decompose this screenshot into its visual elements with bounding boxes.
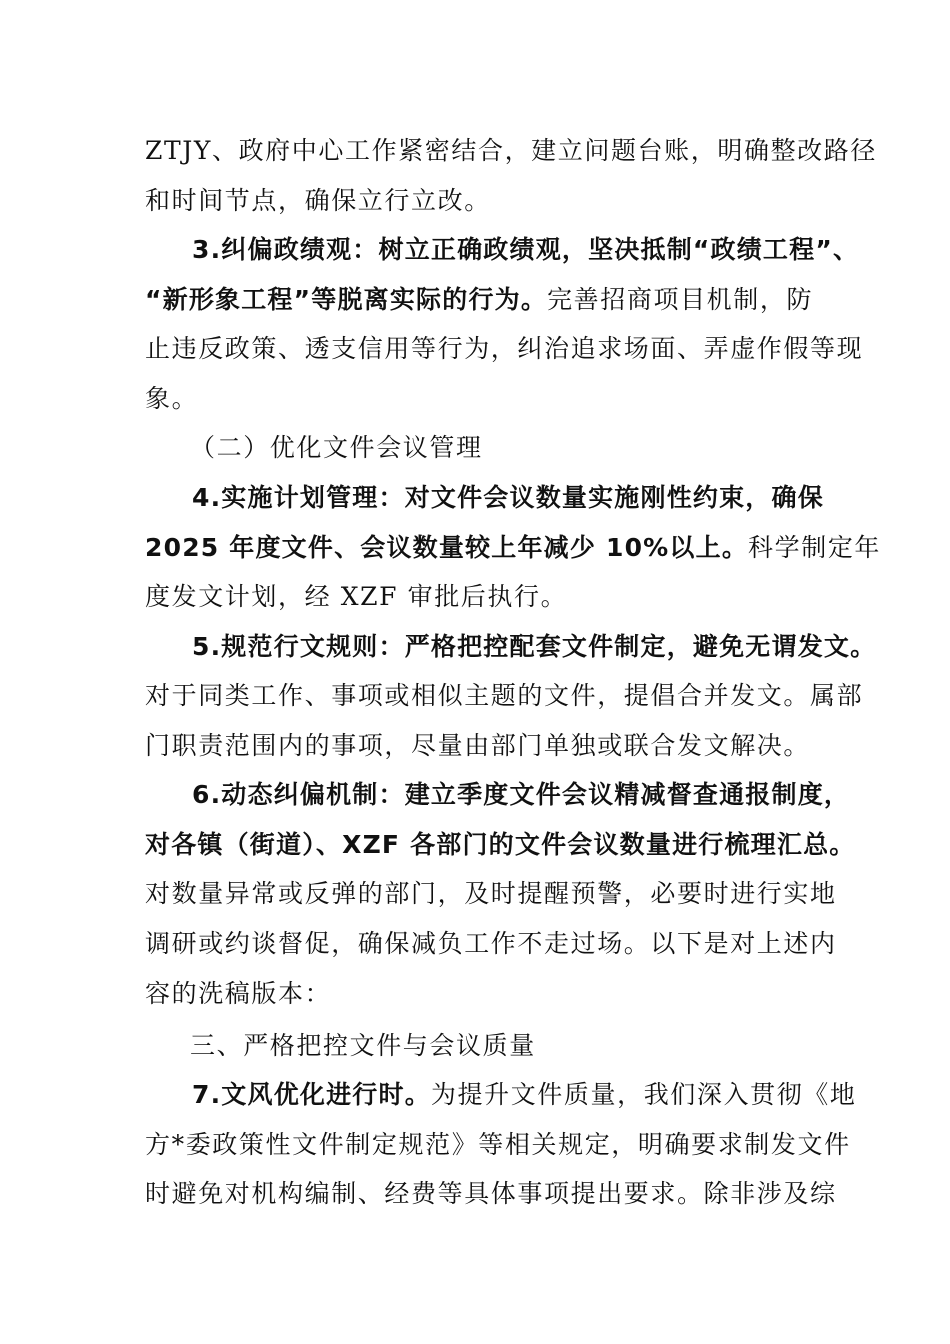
- text-line-22: [145, 1179, 837, 1209]
- text-line-18: [145, 979, 331, 1009]
- text-segment: 完善招商项目机制，防: [547, 285, 814, 314]
- text-segment: （二）优化文件会议管理: [190, 433, 483, 462]
- text-segment: 对于同类工作、事项或相似主题的文件，提倡合并发文。属部: [145, 681, 864, 710]
- text-line-11: [192, 632, 876, 662]
- text-segment: 三、严格把控文件与会议质量: [190, 1031, 536, 1060]
- text-segment: 象。: [145, 384, 199, 413]
- text-line-3: [192, 235, 859, 265]
- text-line-1: [145, 136, 877, 166]
- text-line-9: [145, 533, 881, 563]
- bold-segment: 3.纠偏政绩观：树立正确政绩观，坚决抵制“政绩工程”、: [192, 235, 860, 264]
- text-segment: 为提升文件质量，我们深入贯彻《地: [430, 1080, 857, 1109]
- text-line-5: [145, 334, 863, 364]
- text-line-4: [145, 285, 813, 315]
- bold-segment: 对各镇（街道）、XZF 各部门的文件会议数量进行梳理汇总。: [145, 830, 856, 859]
- text-line-12: [145, 681, 863, 711]
- bold-segment: 5.规范行文规则：严格把控配套文件制定，避免无谓发文。: [192, 632, 877, 661]
- bold-segment: 4.实施计划管理：对文件会议数量实施刚性约束，确保: [192, 483, 824, 512]
- text-segment: 度发文计划，经 XZF 审批后执行。: [145, 582, 568, 611]
- text-line-21: [145, 1130, 851, 1160]
- text-line-10: [145, 582, 567, 612]
- text-line-17: [145, 929, 837, 959]
- text-segment: 对数量异常或反弹的部门，及时提醒预警，必要时进行实地: [145, 879, 837, 908]
- bold-segment: “新形象工程”等脱离实际的行为。: [145, 285, 548, 314]
- section-heading-3: [190, 1031, 536, 1061]
- text-line-20: [192, 1080, 857, 1110]
- text-line-6: [145, 384, 198, 414]
- text-line-2: [145, 186, 491, 216]
- text-segment: 方*委政策性文件制定规范》等相关规定，明确要求制发文件: [145, 1130, 851, 1159]
- section-heading-2: [190, 433, 483, 463]
- text-line-13: [145, 731, 810, 761]
- text-segment: ZTJY、政府中心工作紧密结合，建立问题台账，明确整改路径: [145, 136, 877, 165]
- text-segment: 止违反政策、透支信用等行为，纠治追求场面、弄虚作假等现: [145, 334, 864, 363]
- text-segment: 门职责范围内的事项，尽量由部门单独或联合发文解决。: [145, 731, 811, 760]
- text-line-16: [145, 879, 837, 909]
- text-segment: 科学制定年: [748, 533, 882, 562]
- text-segment: 容的洗稿版本：: [145, 979, 332, 1008]
- text-segment: 调研或约谈督促，确保减负工作不走过场。以下是对上述内: [145, 929, 837, 958]
- text-line-14: [192, 780, 850, 810]
- text-segment: 时避免对机构编制、经费等具体事项提出要求。除非涉及综: [145, 1179, 837, 1208]
- text-segment: 和时间节点，确保立行立改。: [145, 186, 491, 215]
- text-line-8: [192, 483, 824, 513]
- bold-segment: 6.动态纠偏机制：建立季度文件会议精减督查通报制度，: [192, 780, 851, 809]
- bold-segment: 2025 年度文件、会议数量较上年减少 10%以上。: [145, 533, 749, 562]
- text-line-15: [145, 830, 856, 860]
- bold-segment: 7.文风优化进行时。: [192, 1080, 431, 1109]
